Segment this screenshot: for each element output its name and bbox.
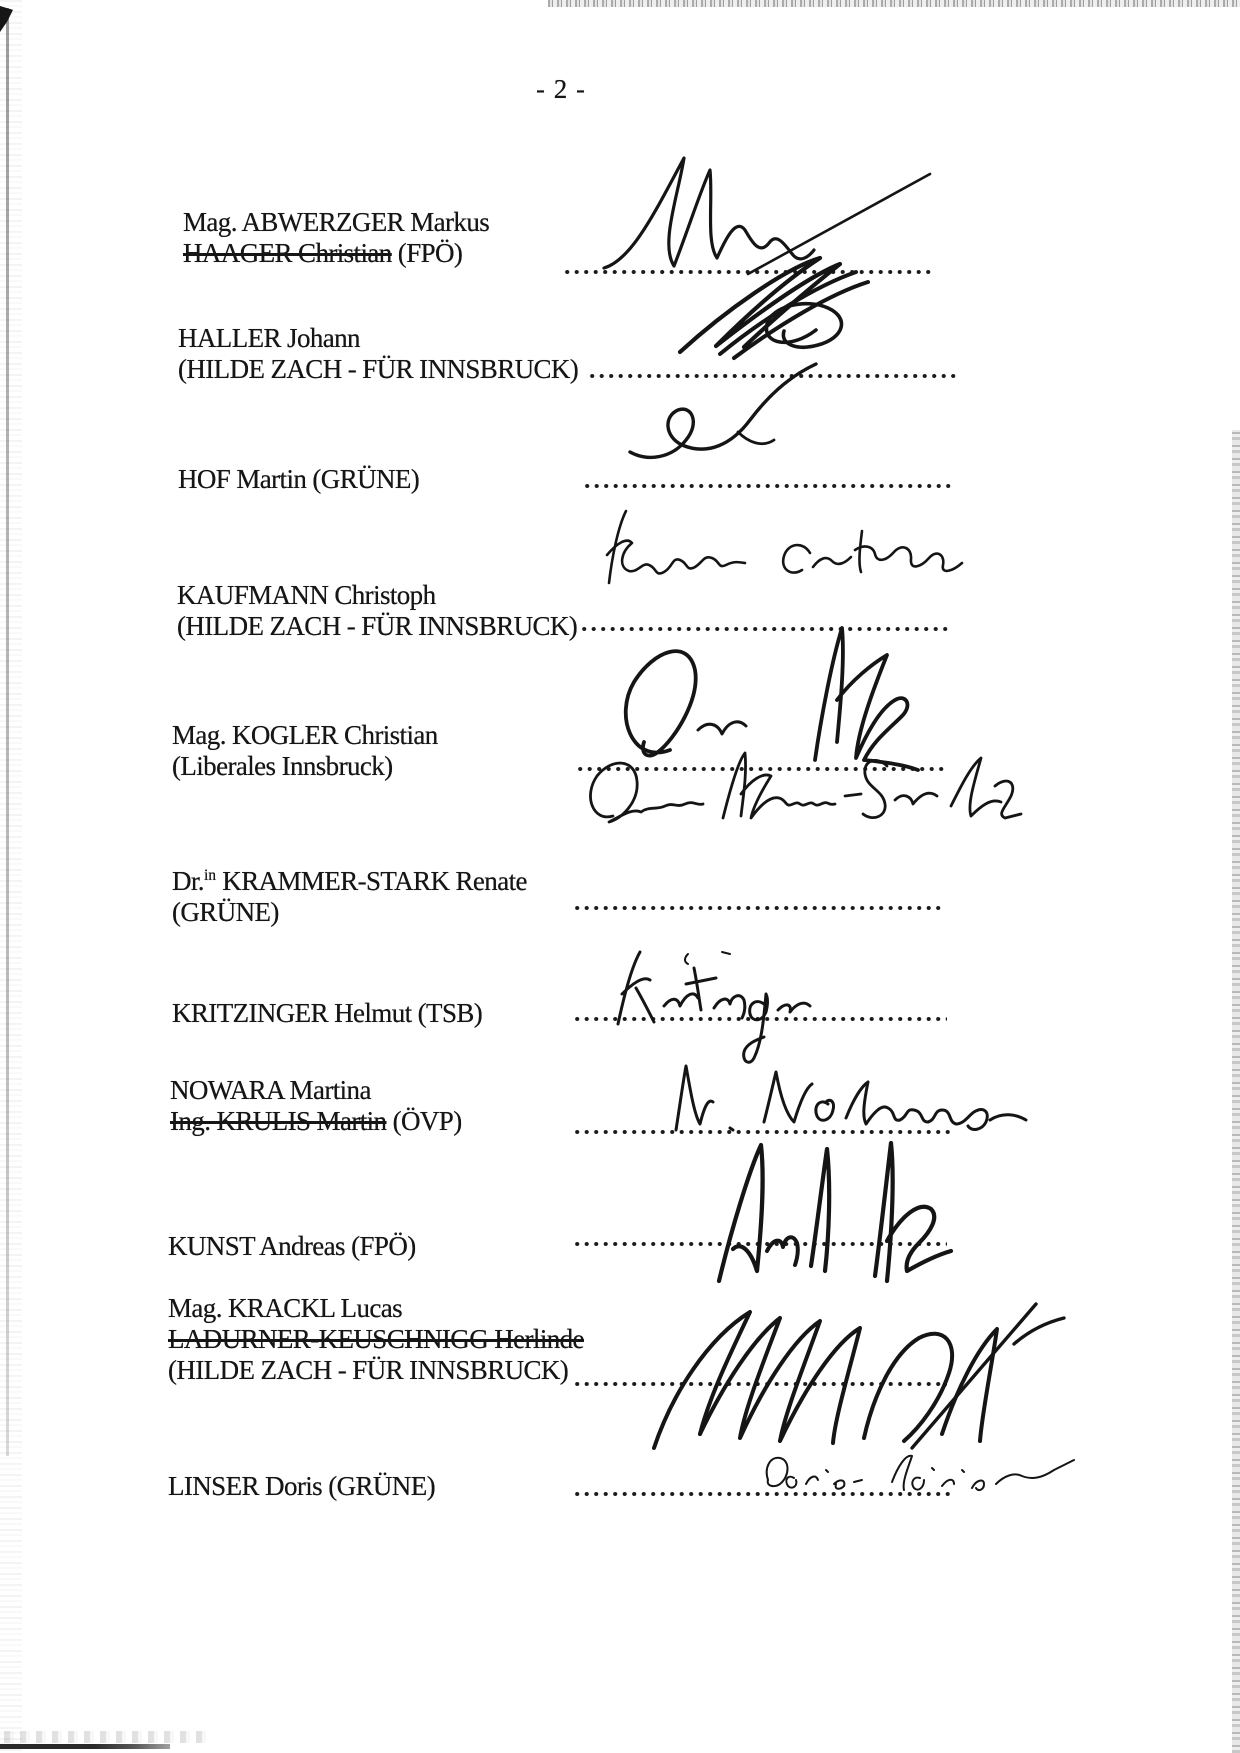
signer-name-line <box>172 720 438 751</box>
signer-name-line <box>178 323 578 354</box>
handwritten-signature-kunst <box>695 1133 960 1291</box>
signer-name-line <box>172 998 482 1029</box>
signer-name-block <box>178 323 578 385</box>
scan-noise-right-edge <box>1232 430 1240 1753</box>
signer-name-line <box>168 1293 584 1324</box>
name-text: KAUFMANN Christoph <box>177 580 436 610</box>
name-text: KRITZINGER Helmut (TSB) <box>172 998 483 1028</box>
name-text: LINSER Doris (GRÜNE) <box>168 1471 435 1501</box>
scan-noise-top-edge <box>548 0 1240 7</box>
signer-name-line <box>168 1231 416 1262</box>
struck-name-text: LADURNER-KEUSCHNIGG Herlinde <box>168 1324 584 1354</box>
name-text: HALLER Johann <box>178 323 360 353</box>
name-text: Mag. KRACKL Lucas <box>168 1293 403 1323</box>
signer-name-block <box>172 860 527 928</box>
signer-name-line <box>168 1471 435 1502</box>
handwritten-signature-hof <box>620 360 825 478</box>
scan-fold-line-left <box>6 8 9 1456</box>
name-text: (HILDE ZACH - FÜR INNSBRUCK) <box>178 354 579 384</box>
name-text: Dr. <box>172 866 204 896</box>
signer-name-block <box>172 720 438 782</box>
signer-name-block <box>168 1471 435 1502</box>
signer-name-line <box>183 238 489 269</box>
signer-name-block <box>183 207 489 269</box>
signer-name-line <box>170 1075 462 1106</box>
signer-name-block <box>178 464 419 495</box>
handwritten-signature-krammer <box>575 748 1020 840</box>
handwritten-signature-haller <box>668 252 903 367</box>
signer-name-line <box>172 897 527 928</box>
signer-name-line <box>177 611 577 642</box>
scan-line-bottom-left <box>0 1744 170 1749</box>
name-text: (GRÜNE) <box>172 897 279 927</box>
superscript-text: in <box>203 867 217 884</box>
struck-name-text: HAAGER Christian <box>183 238 392 268</box>
signer-name-line <box>172 860 527 897</box>
page-number: - 2 - <box>536 74 586 104</box>
name-text: (HILDE ZACH - FÜR INNSBRUCK) <box>177 611 578 641</box>
signer-name-block <box>170 1075 462 1137</box>
name-text: (ÖVP) <box>386 1106 462 1136</box>
name-text: KUNST Andreas (FPÖ) <box>168 1231 416 1261</box>
struck-name-text: Ing. KRULIS Martin <box>170 1106 387 1136</box>
handwritten-signature-kritzinger <box>602 946 877 1068</box>
signature-dotted-line <box>585 484 951 488</box>
signer-name-line <box>172 751 438 782</box>
name-text: (HILDE ZACH - FÜR INNSBRUCK) <box>168 1355 569 1385</box>
signer-name-line <box>170 1106 462 1137</box>
signer-name-line <box>177 580 577 611</box>
name-text: Mag. KOGLER Christian <box>172 720 438 750</box>
name-text: (Liberales Innsbruck) <box>172 751 393 781</box>
name-text: HOF Martin (GRÜNE) <box>178 464 420 494</box>
handwritten-signature-kaufmann <box>585 505 970 597</box>
handwritten-signature-krackl <box>618 1286 1073 1458</box>
signer-name-block <box>168 1293 584 1386</box>
signer-name-block <box>168 1231 416 1262</box>
signature-dotted-line <box>575 906 943 910</box>
signer-name-line <box>183 207 489 238</box>
signer-name-block <box>172 998 482 1029</box>
handwritten-signature-linser <box>752 1440 1092 1504</box>
signer-name-line <box>168 1355 584 1386</box>
signer-name-line <box>168 1324 584 1355</box>
signer-name-line <box>178 464 419 495</box>
signer-name-block <box>177 580 577 642</box>
name-text: (FPÖ) <box>391 238 463 268</box>
signer-name-line <box>178 354 578 385</box>
scan-smudge-bottom-left <box>4 1731 209 1743</box>
name-text: NOWARA Martina <box>170 1075 371 1105</box>
name-text: KRAMMER-STARK Renate <box>216 866 527 896</box>
name-text: Mag. ABWERZGER Markus <box>183 207 490 237</box>
handwritten-signature-nowara <box>636 1058 1076 1140</box>
scan-noise-left-edge <box>0 0 22 1753</box>
